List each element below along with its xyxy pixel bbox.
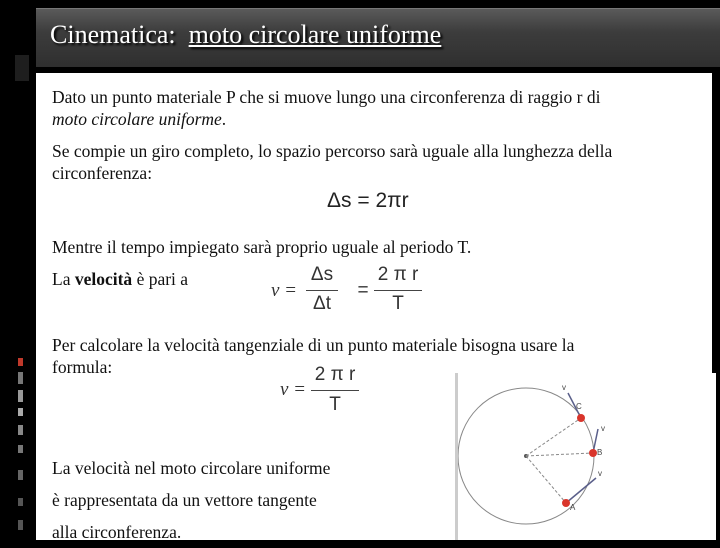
- paragraph-vector: [52, 452, 330, 548]
- paragraph-line: formula:: [52, 357, 113, 377]
- eq1-v: v =: [271, 280, 298, 301]
- label-C: C: [576, 402, 582, 411]
- paragraph-line: [52, 108, 600, 130]
- paragraph-line: circonferenza:: [52, 163, 153, 183]
- circular-motion-diagram: [455, 373, 716, 540]
- bold-term: velocità: [74, 269, 133, 289]
- accent-bar: [18, 425, 23, 435]
- point-C: [577, 414, 585, 422]
- paragraph-line: Se compie un giro completo, lo spazio percorso sarà uguale alla lunghezza della: [52, 141, 613, 161]
- label-v: v: [598, 469, 602, 478]
- text-span: La: [52, 269, 75, 289]
- radius-line: [526, 418, 581, 456]
- paragraph-full-circle: [52, 140, 612, 184]
- title-topic: moto circolare uniforme: [188, 20, 442, 49]
- eq2-numerator: 2 π r: [314, 364, 356, 385]
- eq2-denominator: T: [329, 394, 341, 415]
- accent-bar: [18, 445, 23, 453]
- accent-bar: [18, 408, 23, 416]
- eq2-v: v =: [280, 379, 307, 400]
- paragraph-line: La velocità nel moto circolare uniforme: [52, 458, 331, 478]
- paragraph-line: alla circonferenza.: [52, 522, 182, 542]
- accent-bar: [18, 390, 23, 402]
- fraction-line: [374, 290, 422, 291]
- eq1-numerator-2: 2 π r: [377, 264, 419, 285]
- paragraph-line: è rappresentata da un vettore tangente: [52, 490, 317, 510]
- label-B: B: [597, 448, 603, 457]
- point-B: [589, 449, 597, 457]
- velocity-intro: [52, 268, 188, 290]
- left-accent-block: [15, 55, 29, 81]
- punctuation: .: [221, 109, 227, 129]
- accent-bar: [18, 498, 23, 506]
- accent-bar: [18, 358, 23, 366]
- eq1-numerator: Δs: [310, 264, 334, 285]
- displacement-formula: Δs = 2πr: [327, 189, 409, 212]
- paragraph-intro: [52, 86, 600, 130]
- label-v: v: [601, 424, 605, 433]
- fraction-line: [311, 390, 359, 391]
- point-A: [562, 499, 570, 507]
- accent-bar: [18, 372, 23, 384]
- paragraph-line: Per calcolare la velocità tangenziale di un punto materiale bisogna usare la: [52, 335, 575, 355]
- eq1-denominator: Δt: [313, 293, 331, 314]
- accent-bar: [18, 470, 23, 480]
- radius-line: [526, 456, 566, 503]
- label-v: v: [562, 383, 566, 392]
- radius-line: [526, 453, 593, 456]
- label-A: A: [570, 503, 576, 512]
- accent-bar: [18, 520, 23, 530]
- eq1-equals: =: [357, 280, 369, 301]
- eq1-denominator-2: T: [392, 293, 404, 314]
- diagram-svg: [458, 373, 713, 540]
- text-span: è pari a: [132, 269, 189, 289]
- velocity-vector: [566, 478, 596, 503]
- page-title: [50, 20, 441, 50]
- paragraph-line: Dato un punto materiale P che si muove lungo una circonferenza di raggio r di: [52, 87, 601, 107]
- italic-term: moto circolare uniforme: [52, 109, 222, 129]
- title-prefix: Cinematica:: [50, 20, 176, 49]
- fraction-line: [306, 290, 338, 291]
- paragraph-period: Mentre il tempo impiegato sarà proprio uguale al periodo T.: [52, 237, 472, 257]
